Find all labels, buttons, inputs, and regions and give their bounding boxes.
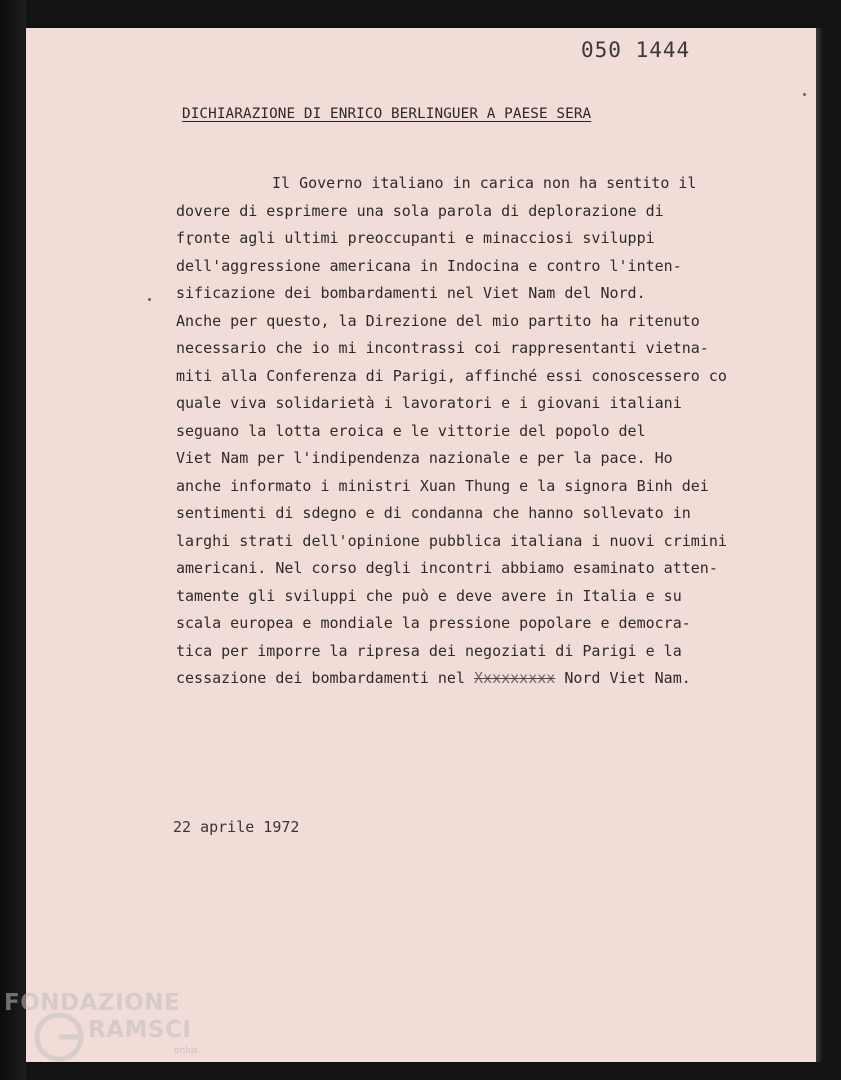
archive-watermark-logo <box>4 990 224 1070</box>
archive-number: 050 1444 <box>581 38 691 62</box>
body-line: Il Governo italiano in carica non ha sentito il <box>272 174 697 192</box>
final-line-start: cessazione dei bombardamenti nel <box>176 669 475 687</box>
watermark-word-fondazione: FONDAZIONE <box>4 990 181 1016</box>
body-line: fronte agli ultimi preoccupanti e minacciosi sviluppi <box>176 229 655 247</box>
document-title: DICHIARAZIONE DI ENRICO BERLINGUER A PAESE SERA <box>182 106 592 122</box>
final-line-end: Nord Viet Nam. <box>555 669 691 687</box>
body-line: sentimenti di sdegno e di condanna che hanno sollevato in <box>176 504 691 522</box>
body-line: quale viva solidarietà i lavoratori e i giovani italiani <box>176 394 682 412</box>
body-line: dovere di esprimere una sola parola di deplorazione di <box>176 201 664 220</box>
body-line: miti alla Conferenza di Parigi, affinché essi conoscessero co <box>176 366 727 385</box>
struck-out-word: Xxxxxxxxx <box>474 669 556 687</box>
body-line: dell'aggressione americana in Indocina e contro l'inten- <box>176 256 682 275</box>
gramsci-g-icon <box>34 1012 84 1062</box>
body-line: tica per imporre la ripresa dei negoziati di Parigi e la <box>176 641 682 660</box>
document-date: 22 aprile 1972 <box>173 818 300 836</box>
body-line: necessario che io mi incontrassi coi rappresentanti vietna- <box>176 339 709 357</box>
paper-speck <box>803 93 806 96</box>
body-line: larghi strati dell'opinione pubblica italiana i nuovi crimini <box>176 531 727 550</box>
body-line: Anche per questo, la Direzione del mio partito ha ritenuto <box>176 311 700 330</box>
body-line: anche informato i ministri Xuan Thung e la signora Binh dei <box>176 476 709 495</box>
body-line: tamente gli sviluppi che può e deve avere in Italia e su <box>176 586 682 605</box>
body-line-final <box>176 665 796 693</box>
paper-speck <box>148 298 151 301</box>
body-line: sificazione dei bombardamenti nel Viet Nam del Nord. <box>176 284 646 302</box>
body-line: Viet Nam per l'indipendenza nazionale e per la pace. Ho <box>176 449 673 467</box>
declaration-body <box>176 170 796 693</box>
body-line: americani. Nel corso degli incontri abbiamo esaminato atten- <box>176 559 718 577</box>
body-line: seguano la lotta eroica e le vittorie del popolo del <box>176 421 646 440</box>
body-line: scala europea e mondiale la pressione popolare e democra- <box>176 614 691 632</box>
page-edge-shadow <box>816 28 824 1062</box>
scan-backdrop <box>0 0 26 1080</box>
watermark-word-gramsci: RAMSCI <box>88 1017 192 1043</box>
watermark-suffix: onlus <box>174 1046 199 1056</box>
